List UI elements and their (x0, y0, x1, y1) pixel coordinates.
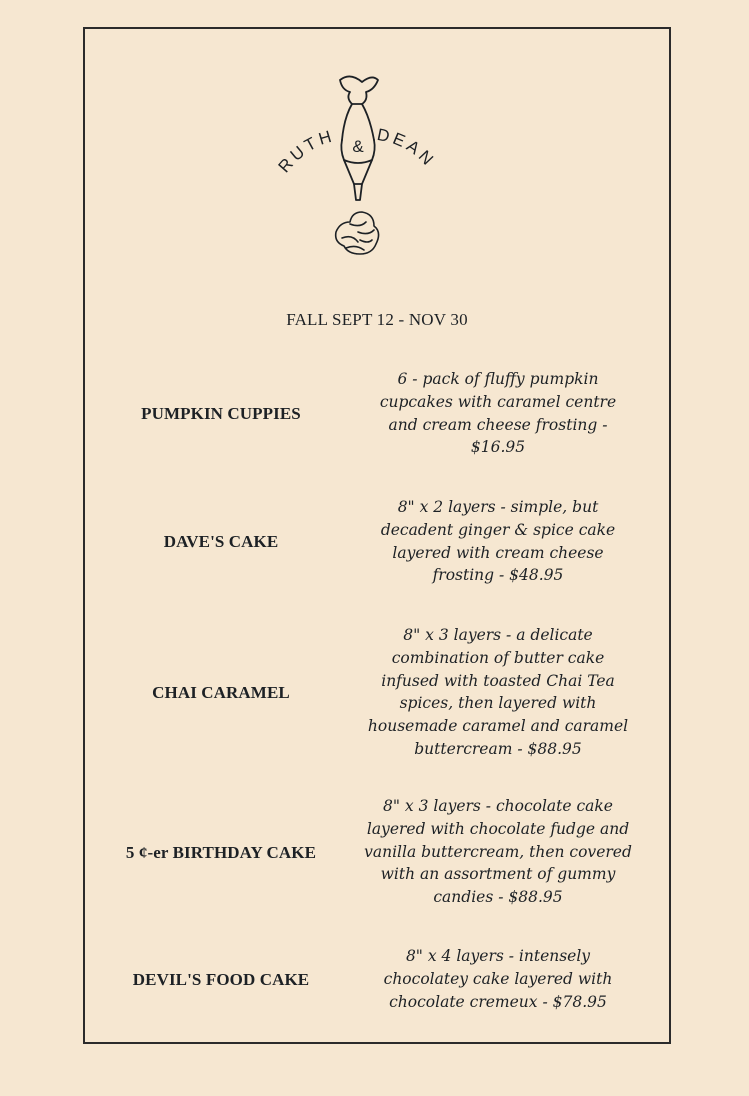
menu-item (83, 624, 671, 761)
item-name: CHAI CARAMEL (152, 682, 290, 702)
item-description: 8" x 3 layers - a delicate combination of butter cake infused with toasted Chai Tea spices, then layered with housemade caramel and caramel buttercream - $88.95 (367, 626, 629, 758)
brand-name-right: DEAN (375, 124, 440, 172)
frosting-swirl-icon (336, 212, 379, 254)
season-dates: FALL SEPT 12 - NOV 30 (286, 310, 468, 329)
ruth-and-dean-logo (0, 0, 749, 280)
menu-item (83, 496, 671, 588)
item-description: 8" x 3 layers - chocolate cake layered with chocolate fudge and vanilla buttercream, then covered with an assortment of gummy candies - $88.95 (364, 797, 632, 907)
menu-item (83, 945, 671, 1015)
item-description: 6 - pack of fluffy pumpkin cupcakes with caramel centre and cream cheese frosting - $16.95 (379, 370, 617, 457)
brand-name-left: RUTH (274, 126, 337, 177)
item-name: DAVE'S CAKE (163, 532, 279, 551)
item-description: 8" x 2 layers - simple, but decadent ginger & spice cake layered with cream cheese frosting - $48.95 (380, 498, 616, 585)
item-name: PUMPKIN CUPPIES (141, 404, 301, 423)
menu-item (83, 795, 671, 910)
item-description: 8" x 4 layers - intensely chocolatey cake layered with chocolate cremeux - $78.95 (383, 947, 613, 1011)
brand-ampersand: & (352, 137, 364, 156)
item-name: DEVIL'S FOOD CAKE (132, 970, 310, 989)
item-name: 5 ¢-er BIRTHDAY CAKE (125, 842, 317, 862)
menu-item (83, 368, 671, 460)
